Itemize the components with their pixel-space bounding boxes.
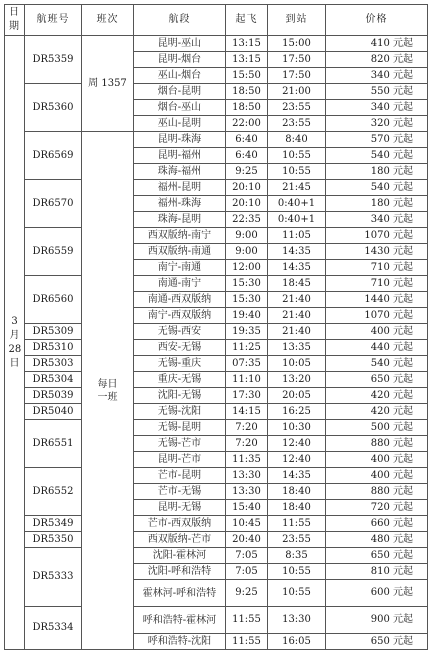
route: 南宁-南通: [134, 260, 226, 276]
route: 烟台-昆明: [134, 84, 226, 100]
arrive-time: 15:00: [268, 36, 326, 52]
depart-time: 19:35: [226, 324, 268, 340]
flight-number: DR5334: [25, 607, 82, 650]
arrive-time: 14:35: [268, 244, 326, 260]
route: 西双版纳-芒市: [134, 532, 226, 548]
depart-time: 11:25: [226, 340, 268, 356]
depart-time: 11:35: [226, 452, 268, 468]
arrive-time: 13:30: [268, 607, 326, 634]
route: 西安-无锡: [134, 340, 226, 356]
table-row: [5, 548, 428, 564]
arrive-time: 16:05: [268, 634, 326, 650]
table-row: [5, 180, 428, 196]
route: 呼和浩特-沈阳: [134, 634, 226, 650]
route: 福州-珠海: [134, 196, 226, 212]
price: 320 元起: [326, 116, 428, 132]
price: 420 元起: [326, 404, 428, 420]
header-depart: 起飞: [226, 5, 268, 36]
header-route: 航段: [134, 5, 226, 36]
flight-number: DR5040: [25, 404, 82, 420]
price: 400 元起: [326, 452, 428, 468]
table-row: [5, 132, 428, 148]
route: 芒市-无锡: [134, 484, 226, 500]
price: 1430 元起: [326, 244, 428, 260]
table-row: [5, 84, 428, 100]
route: 霍林河-呼和浩特: [134, 580, 226, 607]
table-row: [5, 532, 428, 548]
table-body: [5, 36, 428, 650]
table-row: [5, 356, 428, 372]
depart-time: 6:40: [226, 148, 268, 164]
arrive-time: 12:40: [268, 452, 326, 468]
arrive-time: 23:55: [268, 116, 326, 132]
price: 540 元起: [326, 180, 428, 196]
price: 720 元起: [326, 500, 428, 516]
price: 1070 元起: [326, 308, 428, 324]
arrive-time: 10:30: [268, 420, 326, 436]
depart-time: 13:15: [226, 36, 268, 52]
route: 无锡-西安: [134, 324, 226, 340]
arrive-time: 13:20: [268, 372, 326, 388]
header-date: 日 期: [5, 5, 25, 36]
price: 820 元起: [326, 52, 428, 68]
arrive-time: 18:40: [268, 484, 326, 500]
depart-time: 14:15: [226, 404, 268, 420]
arrive-time: 10:55: [268, 580, 326, 607]
arrive-time: 21:40: [268, 308, 326, 324]
depart-time: 17:30: [226, 388, 268, 404]
route: 呼和浩特-霍林河: [134, 607, 226, 634]
route: 无锡-重庆: [134, 356, 226, 372]
arrive-time: 21:00: [268, 84, 326, 100]
arrive-time: 21:45: [268, 180, 326, 196]
price: 180 元起: [326, 164, 428, 180]
depart-time: 9:25: [226, 164, 268, 180]
route: 芒市-西双版纳: [134, 516, 226, 532]
arrive-time: 14:35: [268, 260, 326, 276]
arrive-time: 12:40: [268, 436, 326, 452]
arrive-time: 20:05: [268, 388, 326, 404]
arrive-time: 0:40+1: [268, 212, 326, 228]
depart-time: 11:55: [226, 607, 268, 634]
arrive-time: 21:40: [268, 292, 326, 308]
flight-number: DR5303: [25, 356, 82, 372]
table-row: [5, 516, 428, 532]
price: 1440 元起: [326, 292, 428, 308]
depart-time: 15:30: [226, 276, 268, 292]
arrive-time: 10:55: [268, 148, 326, 164]
route: 昆明-芒市: [134, 452, 226, 468]
price: 650 元起: [326, 372, 428, 388]
arrive-time: 18:40: [268, 500, 326, 516]
route: 沈阳-无锡: [134, 388, 226, 404]
depart-time: 15:50: [226, 68, 268, 84]
price: 180 元起: [326, 196, 428, 212]
depart-time: 11:10: [226, 372, 268, 388]
price: 480 元起: [326, 532, 428, 548]
flight-number: DR6552: [25, 468, 82, 516]
flight-number: DR5359: [25, 36, 82, 84]
table-row: [5, 420, 428, 436]
depart-time: 22:00: [226, 116, 268, 132]
header-flight: 航班号: [25, 5, 82, 36]
depart-time: 18:50: [226, 100, 268, 116]
arrive-time: 0:40+1: [268, 196, 326, 212]
depart-time: 19:40: [226, 308, 268, 324]
schedule-weekly: 周 1357: [82, 36, 134, 132]
depart-time: 11:55: [226, 634, 268, 650]
price: 500 元起: [326, 420, 428, 436]
depart-time: 20:40: [226, 532, 268, 548]
table-row: [5, 404, 428, 420]
route: 昆明-珠海: [134, 132, 226, 148]
depart-time: 07:35: [226, 356, 268, 372]
arrive-time: 10:05: [268, 356, 326, 372]
route: 烟台-巫山: [134, 100, 226, 116]
arrive-time: 14:35: [268, 468, 326, 484]
route: 西双版纳-南通: [134, 244, 226, 260]
flight-number: DR5350: [25, 532, 82, 548]
price: 440 元起: [326, 340, 428, 356]
arrive-time: 18:45: [268, 276, 326, 292]
arrive-time: 21:40: [268, 324, 326, 340]
price: 880 元起: [326, 484, 428, 500]
price: 550 元起: [326, 84, 428, 100]
route: 无锡-芒市: [134, 436, 226, 452]
route: 福州-昆明: [134, 180, 226, 196]
price: 710 元起: [326, 260, 428, 276]
header-price: 价格: [326, 5, 428, 36]
flight-number: DR5333: [25, 548, 82, 607]
price: 660 元起: [326, 516, 428, 532]
flight-number: DR6559: [25, 228, 82, 276]
table-row: [5, 372, 428, 388]
price: 340 元起: [326, 68, 428, 84]
arrive-time: 11:05: [268, 228, 326, 244]
header-arrive: 到站: [268, 5, 326, 36]
route: 无锡-昆明: [134, 420, 226, 436]
price: 650 元起: [326, 548, 428, 564]
depart-time: 13:30: [226, 468, 268, 484]
price: 600 元起: [326, 580, 428, 607]
price: 410 元起: [326, 36, 428, 52]
arrive-time: 23:55: [268, 532, 326, 548]
table-row: [5, 388, 428, 404]
arrive-time: 16:25: [268, 404, 326, 420]
price: 710 元起: [326, 276, 428, 292]
flight-number: DR6570: [25, 180, 82, 228]
arrive-time: 11:55: [268, 516, 326, 532]
header-schedule: 班次: [82, 5, 134, 36]
arrive-time: 17:50: [268, 52, 326, 68]
arrive-time: 23:55: [268, 100, 326, 116]
table-row: [5, 276, 428, 292]
depart-time: 6:40: [226, 132, 268, 148]
price: 1070 元起: [326, 228, 428, 244]
table-row: [5, 468, 428, 484]
route: 昆明-无锡: [134, 500, 226, 516]
route: 昆明-烟台: [134, 52, 226, 68]
table-row: [5, 228, 428, 244]
flight-schedule: [4, 4, 428, 650]
route: 西双版纳-南宁: [134, 228, 226, 244]
route: 昆明-福州: [134, 148, 226, 164]
price: 540 元起: [326, 356, 428, 372]
flight-number: DR5349: [25, 516, 82, 532]
depart-time: 20:10: [226, 180, 268, 196]
route: 南通-西双版纳: [134, 292, 226, 308]
price: 400 元起: [326, 324, 428, 340]
table-row: [5, 324, 428, 340]
route: 沈阳-呼和浩特: [134, 564, 226, 580]
table-row: [5, 36, 428, 52]
route: 珠海-昆明: [134, 212, 226, 228]
route: 芒市-昆明: [134, 468, 226, 484]
price: 540 元起: [326, 148, 428, 164]
price: 420 元起: [326, 388, 428, 404]
flight-number: DR6560: [25, 276, 82, 324]
flight-number: DR6551: [25, 420, 82, 468]
depart-time: 7:05: [226, 548, 268, 564]
depart-time: 10:45: [226, 516, 268, 532]
route: 巫山-烟台: [134, 68, 226, 84]
depart-time: 15:40: [226, 500, 268, 516]
route: 南通-南宁: [134, 276, 226, 292]
route: 南宁-西双版纳: [134, 308, 226, 324]
route: 珠海-福州: [134, 164, 226, 180]
depart-time: 7:20: [226, 436, 268, 452]
price: 340 元起: [326, 212, 428, 228]
depart-time: 9:00: [226, 244, 268, 260]
route: 重庆-无锡: [134, 372, 226, 388]
depart-time: 9:25: [226, 580, 268, 607]
arrive-time: 13:35: [268, 340, 326, 356]
depart-time: 13:15: [226, 52, 268, 68]
table-row: [5, 607, 428, 634]
flight-number: DR5304: [25, 372, 82, 388]
flight-number: DR5309: [25, 324, 82, 340]
route: 无锡-沈阳: [134, 404, 226, 420]
depart-time: 13:30: [226, 484, 268, 500]
arrive-time: 10:55: [268, 164, 326, 180]
depart-time: 9:00: [226, 228, 268, 244]
flight-number: DR6569: [25, 132, 82, 180]
route: 昆明-巫山: [134, 36, 226, 52]
price: 340 元起: [326, 100, 428, 116]
table-row: [5, 340, 428, 356]
price: 810 元起: [326, 564, 428, 580]
flight-number: DR5360: [25, 84, 82, 132]
depart-time: 12:00: [226, 260, 268, 276]
flight-number: DR5310: [25, 340, 82, 356]
flight-number: DR5039: [25, 388, 82, 404]
depart-time: 20:10: [226, 196, 268, 212]
price: 570 元起: [326, 132, 428, 148]
depart-time: 15:30: [226, 292, 268, 308]
date-cell: 3 月 28 日: [5, 36, 25, 650]
schedule-daily: 每日 一班: [82, 132, 134, 650]
depart-time: 7:05: [226, 564, 268, 580]
depart-time: 22:35: [226, 212, 268, 228]
arrive-time: 10:55: [268, 564, 326, 580]
price: 650 元起: [326, 634, 428, 650]
route: 沈阳-霍林河: [134, 548, 226, 564]
arrive-time: 17:50: [268, 68, 326, 84]
depart-time: 18:50: [226, 84, 268, 100]
arrive-time: 8:40: [268, 132, 326, 148]
arrive-time: 8:35: [268, 548, 326, 564]
header-row: [5, 5, 428, 36]
route: 巫山-昆明: [134, 116, 226, 132]
price: 880 元起: [326, 436, 428, 452]
price: 900 元起: [326, 607, 428, 634]
price: 400 元起: [326, 468, 428, 484]
schedule-table: [4, 4, 428, 650]
depart-time: 7:20: [226, 420, 268, 436]
